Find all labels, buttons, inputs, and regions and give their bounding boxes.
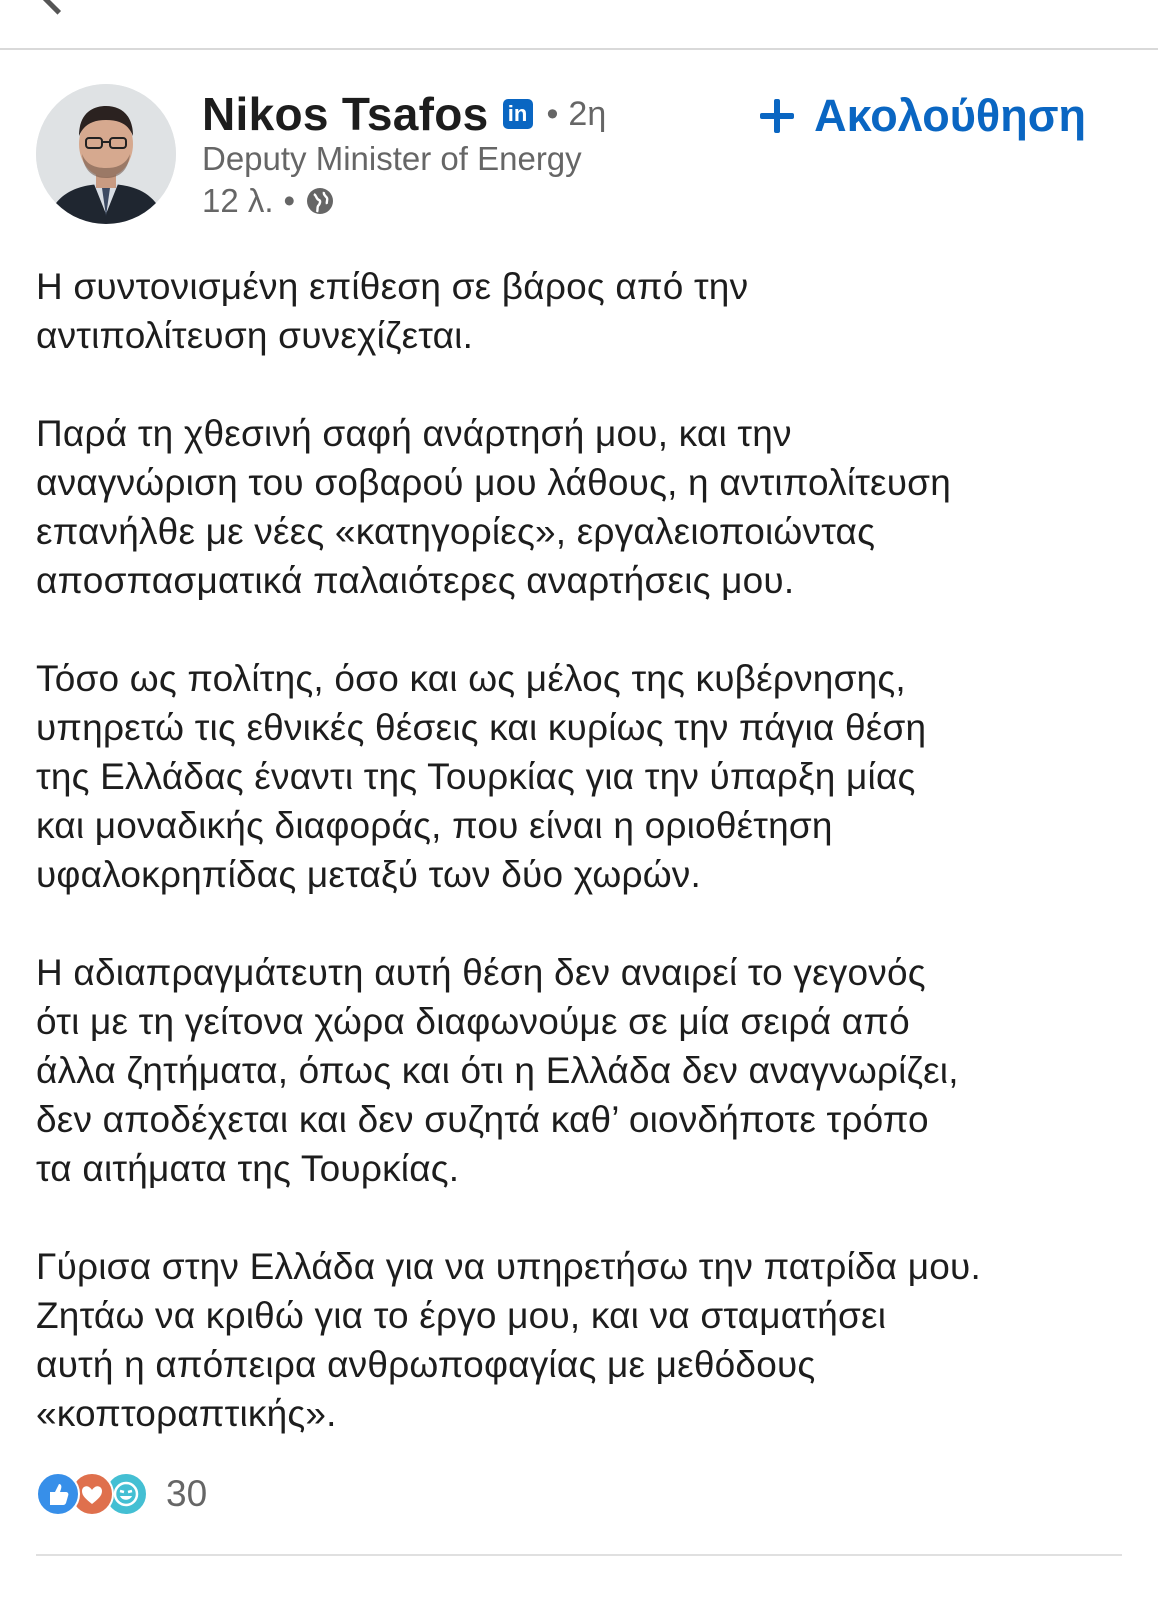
post-paragraph: Η συντονισμένη επίθεση σε βάρος από την αντιπολίτευση συνεχίζεται.: [36, 266, 749, 356]
avatar-portrait-icon: [36, 84, 176, 224]
post-paragraph: Παρά τη χθεσινή σαφή ανάρτησή μου, και την αναγνώριση του σοβαρού μου λάθους, η αντιπολίτευση επανήλθε με νέες «κατηγορίες», εργαλειοποιώντας αποσπασματικά παλαιότερες αναρτήσεις μου.: [36, 413, 952, 601]
separator-dot: •: [546, 94, 559, 133]
author-row: [202, 86, 606, 142]
author-name[interactable]: Nikos Tsafos: [202, 88, 489, 140]
follow-button[interactable]: [760, 88, 1086, 144]
top-bar: [0, 0, 1158, 50]
reaction-count[interactable]: 30: [166, 1473, 208, 1514]
post-paragraph: Τόσο ως πολίτης, όσο και ως μέλος της κυβέρνησης, υπηρετώ τις εθνικές θέσεις και κυρίως την πάγια θέση της Ελλάδας έναντι της Τουρκίας για την ύπαρξη μίας και μοναδικής διαφοράς, που είναι η οριοθέτηση υφαλοκρηπίδας μεταξύ των δύο χωρών.: [36, 658, 927, 895]
globe-icon: [305, 186, 335, 216]
avatar[interactable]: [36, 84, 176, 224]
reaction-icons: [36, 1472, 138, 1516]
back-chevron-icon[interactable]: [38, 0, 76, 15]
like-icon: [36, 1472, 80, 1516]
post-header: [0, 80, 1158, 230]
plus-icon: [760, 99, 794, 133]
post-meta: [202, 182, 335, 220]
follow-label: Ακολούθηση: [814, 90, 1086, 141]
separator-dot: •: [283, 182, 296, 219]
connection-degree: 2η: [568, 94, 607, 133]
reactions-summary[interactable]: [36, 1472, 207, 1516]
linkedin-badge-icon: in: [503, 99, 533, 129]
post-time: 12 λ.: [202, 182, 274, 219]
divider: [36, 1554, 1122, 1556]
post-paragraph: Γύρισα στην Ελλάδα για να υπηρετήσω την πατρίδα μου. Ζητάω να κριθώ για το έργο μου, και να σταματήσει αυτή η απόπειρα ανθρωποφαγίας με μεθόδους «κοπτοραπτικής».: [36, 1246, 981, 1434]
post-text: [36, 262, 1136, 1487]
post-paragraph: Η αδιαπραγμάτευτη αυτή θέση δεν αναιρεί το γεγονός ότι με τη γείτονα χώρα διαφωνούμε σε μία σειρά από άλλα ζητήματα, όπως και ότι η Ελλάδα δεν αναγνωρίζει, δεν αποδέχεται και δεν συζητά καθ’ οιονδήποτε τρόπο τα αιτήματα της Τουρκίας.: [36, 952, 959, 1189]
author-headline: Deputy Minister of Energy: [202, 140, 582, 177]
